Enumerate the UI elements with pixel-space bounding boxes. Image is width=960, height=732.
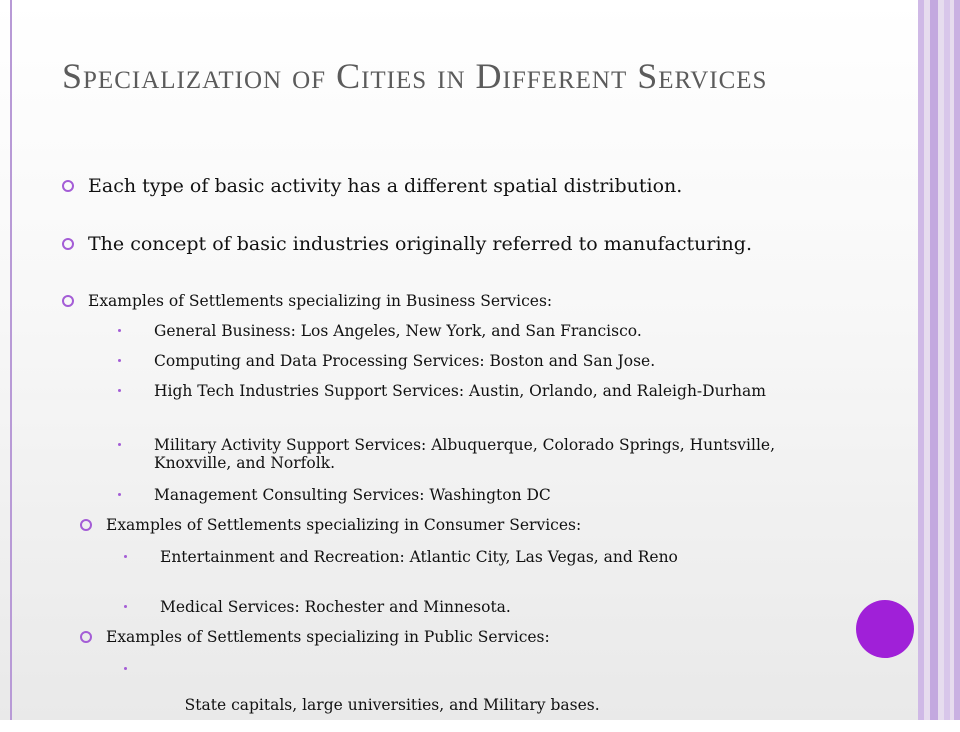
sub-bullet-item-7 <box>160 598 820 616</box>
ring-bullet-icon <box>62 180 74 192</box>
dot-bullet-icon <box>118 443 121 446</box>
stripe <box>918 0 924 720</box>
sub-bullet-text: Medical Services: Rochester and Minnesota. <box>160 598 511 616</box>
bullet-text: Examples of Settlements specializing in Public Services: <box>106 628 550 646</box>
decorative-circle <box>856 600 914 658</box>
bullet-item-4 <box>106 516 866 534</box>
dot-bullet-icon <box>118 493 121 496</box>
bullet-text: Examples of Settlements specializing in Business Services: <box>88 292 553 310</box>
bullet-text: Examples of Settlements specializing in Consumer Services: <box>106 516 582 534</box>
bullet-item-3 <box>88 292 848 310</box>
sub-bullet-text: Entertainment and Recreation: Atlantic City, Las Vegas, and Reno <box>160 548 678 566</box>
dot-bullet-icon <box>124 555 127 558</box>
dot-bullet-icon <box>118 359 121 362</box>
sub-bullet-item-6 <box>160 548 820 566</box>
stripe <box>930 0 938 720</box>
dot-bullet-icon <box>118 329 121 332</box>
ring-bullet-icon <box>62 295 74 307</box>
left-border <box>0 0 12 720</box>
bullet-text: The concept of basic industries originally referred to manufacturing. <box>88 233 752 255</box>
sub-bullet-item-5 <box>154 486 854 504</box>
sub-bullet-text: Military Activity Support Services: Albuquerque, Colorado Springs, Huntsville, Knoxville, and Norfolk. <box>154 436 776 472</box>
dot-bullet-icon <box>118 389 121 392</box>
dot-bullet-icon <box>124 605 127 608</box>
sub-bullet-text: High Tech Industries Support Services: Austin, Orlando, and Raleigh-Durham <box>154 382 766 400</box>
sub-bullet-text: State capitals, large universities, and Military bases. <box>179 696 600 714</box>
sub-bullet-text: General Business: Los Angeles, New York, and San Francisco. <box>154 322 642 340</box>
bullet-item-5 <box>106 628 866 646</box>
sub-bullet-item-4 <box>154 436 794 472</box>
decorative-side-stripes <box>918 0 960 720</box>
stripe <box>944 0 950 720</box>
dot-bullet-icon <box>124 667 127 670</box>
ring-bullet-icon <box>62 238 74 250</box>
sub-bullet-item-3 <box>154 382 804 400</box>
sub-bullet-item-2 <box>154 352 854 370</box>
sub-bullet-text: Management Consulting Services: Washington DC <box>154 486 551 504</box>
ring-bullet-icon <box>80 631 92 643</box>
bullet-item-2 <box>88 234 788 254</box>
slide-title: Specialization of Cities in Different Services <box>62 56 768 96</box>
sub-bullet-text: Computing and Data Processing Services: Boston and San Jose. <box>154 352 656 370</box>
sub-bullet-item-8 <box>160 660 820 732</box>
sub-bullet-item-1 <box>154 322 854 340</box>
bullet-item-1 <box>88 176 788 196</box>
stripe <box>954 0 960 720</box>
bullet-text: Each type of basic activity has a different spatial distribution. <box>88 175 683 197</box>
ring-bullet-icon <box>80 519 92 531</box>
